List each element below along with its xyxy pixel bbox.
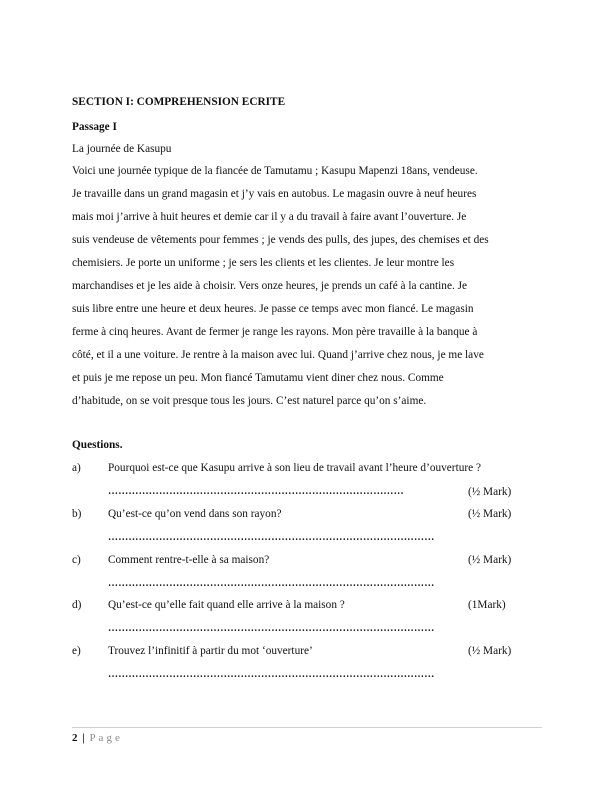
answer-line[interactable]: …………………………………………………………………………………… [108,532,435,543]
passage-line: Voici une journée typique de la fiancée de Tamutamu ; Kasupu Mapenzi 18ans, vendeuse. [72,165,478,177]
question-text: Qu’est-ce qu’elle fait quand elle arrive à la maison ? [108,599,345,611]
question-mark-value: (½ Mark) [468,554,512,566]
question-letter: c) [72,554,81,566]
footer-divider [72,727,542,728]
question-text: Comment rentre-t-elle à sa maison? [108,554,270,566]
question-mark-value: (½ Mark) [468,645,512,657]
page-number: 2 [72,732,78,744]
passage-line: suis libre entre une heure et deux heures. Je passe ce temps avec mon fiancé. Le magasin [72,303,474,315]
question-mark-value: (½ Mark) [468,486,512,498]
answer-line[interactable]: …………………………………………………………………………… [108,486,404,497]
passage-line: ferme à cinq heures. Avant de fermer je range les rayons. Mon père travaille à la banque à [72,326,478,338]
section-title: SECTION I: COMPREHENSION ECRITE [72,96,286,108]
question-mark-value: (½ Mark) [468,508,512,520]
passage-line: marchandises et je les aide à choisir. Vers onze heures, je prends un café à la cantine. Je [72,280,468,292]
passage-line: Je travaille dans un grand magasin et j’y vais en autobus. Le magasin ouvre à neuf heures [72,188,477,200]
footer-separator: | [82,732,85,744]
passage-line: suis vendeuse de vêtements pour femmes ; je vends des pulls, des jupes, des chemises et des [72,234,489,246]
page-footer [72,731,123,745]
passage-title: La journée de Kasupu [72,143,172,155]
question-text: Pourquoi est-ce que Kasupu arrive à son lieu de travail avant l’heure d’ouverture ? [108,462,481,474]
question-mark-value: (1Mark) [468,599,506,611]
passage-line: mais moi j’arrive à huit heures et demie car il y a du travail à faire avant l’ouverture. Je [72,211,467,223]
page-label: Page [89,732,123,744]
passage-line: et puis je me repose un peu. Mon fiancé Tamutamu vient diner chez nous. Comme [72,372,444,384]
passage-line: côté, et il a une voiture. Je rentre à la maison avec lui. Quand j’arrive chez nous, je me lave [72,349,484,361]
question-letter: d) [72,599,82,611]
passage-label: Passage I [72,121,117,133]
question-letter: a) [72,462,81,474]
answer-line[interactable]: …………………………………………………………………………………… [108,623,435,634]
question-letter: e) [72,645,81,657]
answer-line[interactable]: …………………………………………………………………………………… [108,669,435,680]
questions-heading: Questions. [72,439,123,451]
passage-line: chemisiers. Je porte un uniforme ; je sers les clients et les clientes. Je leur montre les [72,257,455,269]
question-text: Trouvez l’infinitif à partir du mot ‘ouverture’ [108,645,313,657]
question-letter: b) [72,508,82,520]
question-text: Qu’est-ce qu’on vend dans son rayon? [108,508,282,520]
answer-line[interactable]: …………………………………………………………………………………… [108,578,435,589]
passage-line: d’habitude, on se voit presque tous les jours. C’est naturel parce qu’on s’aime. [72,395,427,407]
